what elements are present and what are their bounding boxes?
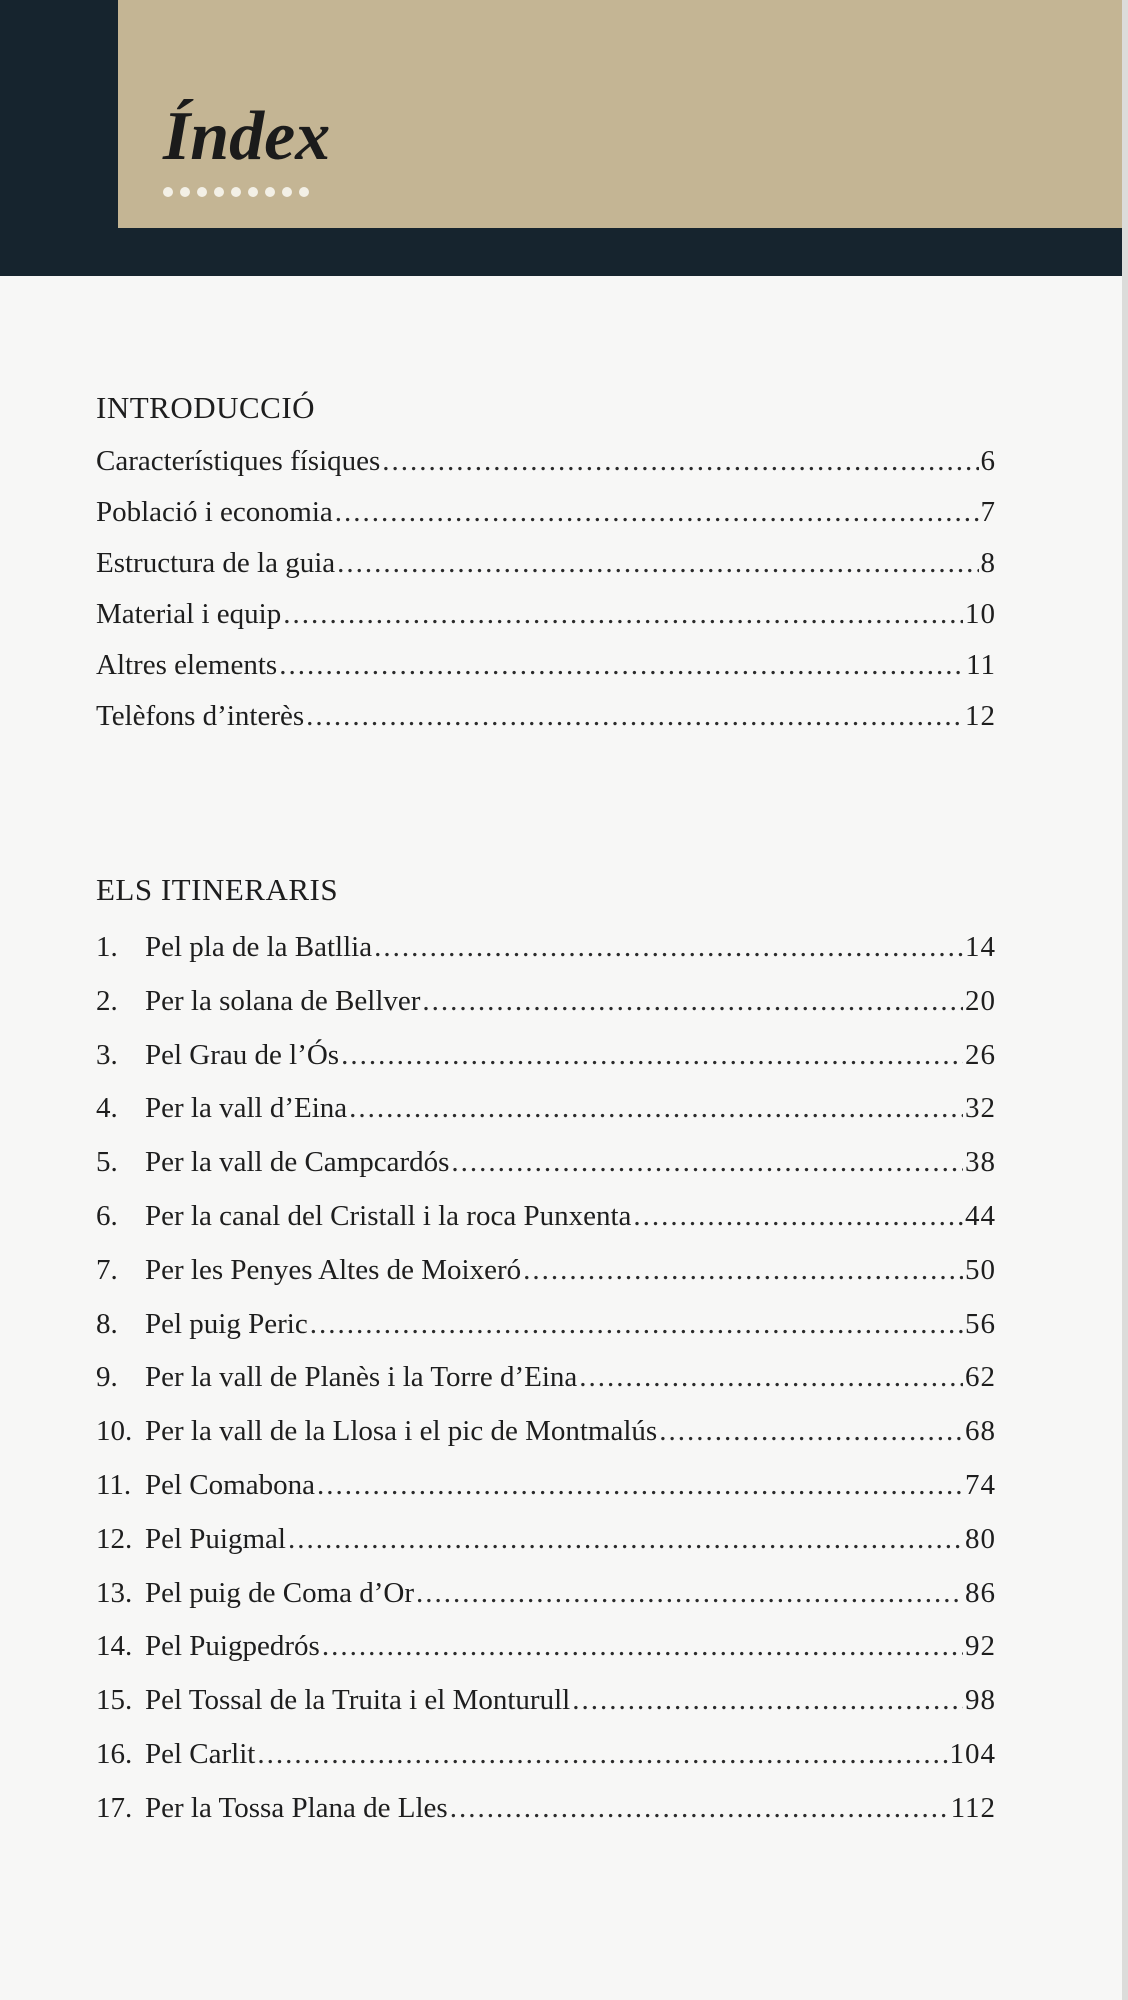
itinerary-label: Pel puig Peric	[145, 1307, 308, 1340]
itinerary-page: 80	[965, 1522, 996, 1555]
toc-entry-label: Població i economia	[96, 496, 333, 528]
toc-entry[interactable]	[96, 600, 996, 651]
itinerary-entry[interactable]	[96, 933, 996, 987]
itinerary-entry[interactable]	[96, 1522, 996, 1579]
itinerary-entry[interactable]	[96, 1253, 996, 1310]
dot-leader	[633, 1202, 963, 1231]
dot-leader	[659, 1417, 963, 1446]
itinerary-page: 112	[950, 1791, 996, 1824]
dot-leader	[349, 1094, 963, 1123]
itinerary-number: 3.	[96, 1038, 118, 1071]
itinerary-label: Per la vall d’Eina	[145, 1092, 348, 1125]
itinerary-page: 92	[965, 1630, 996, 1663]
dot-leader	[422, 987, 963, 1016]
itinerary-page: 74	[965, 1468, 996, 1501]
itinerary-page: 44	[965, 1199, 996, 1232]
itinerary-page: 50	[965, 1253, 996, 1286]
itinerary-number: 13.	[96, 1576, 133, 1609]
itinerary-entry[interactable]	[96, 1686, 996, 1740]
dot	[265, 187, 275, 197]
dot-leader	[288, 1525, 963, 1554]
dot-leader	[572, 1686, 963, 1715]
itinerary-number: 7.	[96, 1253, 118, 1286]
itinerary-entry[interactable]	[96, 1307, 996, 1364]
itinerary-number: 17.	[96, 1791, 133, 1824]
dot-leader	[341, 1041, 963, 1070]
itinerary-label: Pel Comabona	[145, 1468, 315, 1501]
toc-entry-page: 11	[966, 649, 996, 681]
dot-leader	[382, 447, 978, 476]
itinerary-label: Pel Grau de l’Ós	[145, 1038, 340, 1071]
itinerary-number: 11.	[96, 1468, 132, 1501]
dot-leader	[317, 1471, 963, 1500]
itinerary-label: Pel pla de la Batllia	[145, 931, 373, 963]
itinerary-number: 6.	[96, 1199, 118, 1232]
itinerary-number: 9.	[96, 1361, 118, 1394]
dot-leader	[416, 1579, 963, 1608]
itinerary-label: Per la Tossa Plana de Lles	[145, 1791, 448, 1824]
toc-entry[interactable]	[96, 702, 996, 753]
itinerary-page: 38	[965, 1146, 996, 1179]
itinerary-page: 104	[949, 1737, 996, 1770]
dot-leader	[322, 1632, 963, 1661]
toc-entry[interactable]	[96, 498, 996, 549]
itinerary-page: 32	[965, 1092, 996, 1125]
toc-entry-label: Estructura de la guia	[96, 547, 336, 579]
dot-leader	[451, 1148, 963, 1177]
itinerary-page: 14	[965, 931, 996, 963]
dot-leader	[337, 549, 978, 578]
itinerary-page: 56	[965, 1307, 996, 1340]
itinerary-number: 5.	[96, 1146, 118, 1179]
dot-leader	[306, 702, 963, 731]
toc-entry-label: Telèfons d’interès	[96, 700, 305, 732]
itinerary-label: Per la solana de Bellver	[145, 984, 421, 1017]
itinerary-label: Pel Puigpedrós	[145, 1630, 320, 1663]
toc-entry-page: 6	[980, 445, 996, 477]
dot-leader	[523, 1256, 963, 1285]
itinerary-page: 86	[965, 1576, 996, 1609]
toc-entry[interactable]	[96, 651, 996, 702]
toc-entry-page: 12	[965, 700, 996, 732]
itinerary-page: 98	[965, 1684, 996, 1717]
itinerary-number: 10.	[96, 1415, 133, 1448]
dot-leader	[310, 1310, 963, 1339]
itineraries-list	[96, 933, 996, 1848]
toc-entry[interactable]	[96, 447, 996, 498]
itinerary-label: Pel Tossal de la Truita i el Monturull	[145, 1684, 571, 1717]
itinerary-entry[interactable]	[96, 1737, 996, 1794]
itinerary-label: Pel puig de Coma d’Or	[145, 1576, 415, 1609]
itinerary-entry[interactable]	[96, 984, 996, 1041]
toc-entry-label: Característiques físiques	[96, 445, 381, 477]
itinerary-entry[interactable]	[96, 1363, 996, 1417]
dot	[163, 187, 173, 197]
introduction-list	[96, 447, 996, 753]
itinerary-entry[interactable]	[96, 1038, 996, 1095]
page-edge	[1122, 0, 1128, 2000]
itinerary-entry[interactable]	[96, 1199, 996, 1256]
toc-entry-label: Altres elements	[96, 649, 278, 681]
itinerary-label: Per les Penyes Altes de Moixeró	[145, 1253, 522, 1286]
itinerary-entry[interactable]	[96, 1148, 996, 1202]
itinerary-number: 12.	[96, 1522, 133, 1555]
itineraries-section	[96, 874, 996, 1848]
title-dot-ornament	[163, 187, 309, 197]
dot-leader	[374, 933, 963, 962]
dot	[197, 187, 207, 197]
introduction-section	[96, 392, 996, 753]
itinerary-label: Per la vall de Campcardós	[145, 1146, 450, 1179]
dot-leader	[450, 1794, 949, 1823]
itinerary-label: Pel Puigmal	[145, 1522, 286, 1555]
dot-leader	[579, 1363, 963, 1392]
itinerary-entry[interactable]	[96, 1576, 996, 1633]
toc-entry-label: Material i equip	[96, 598, 282, 630]
dot	[248, 187, 258, 197]
introduction-heading: INTRODUCCIÓ	[96, 390, 316, 425]
dot-leader	[279, 651, 964, 680]
itinerary-page: 62	[965, 1361, 996, 1394]
dot	[214, 187, 224, 197]
itinerary-number: 8.	[96, 1307, 118, 1340]
toc-entry[interactable]	[96, 549, 996, 600]
dot	[180, 187, 190, 197]
dot-leader	[257, 1740, 947, 1769]
itinerary-page: 20	[965, 984, 996, 1017]
dot	[282, 187, 292, 197]
itinerary-page: 68	[965, 1415, 996, 1448]
itineraries-heading: ELS ITINERARIS	[96, 872, 339, 907]
toc-entry-page: 8	[980, 547, 996, 579]
itinerary-entry[interactable]	[96, 1094, 996, 1148]
dot	[299, 187, 309, 197]
itinerary-number: 2.	[96, 984, 118, 1017]
dot-leader	[283, 600, 963, 629]
itinerary-label: Pel Carlit	[145, 1737, 256, 1770]
itinerary-page: 26	[965, 1038, 996, 1071]
itinerary-label: Per la vall de la Llosa i el pic de Montmalús	[145, 1415, 658, 1448]
itinerary-label: Per la vall de Planès i la Torre d’Eina	[145, 1361, 578, 1394]
itinerary-entry[interactable]	[96, 1632, 996, 1686]
itinerary-entry[interactable]	[96, 1417, 996, 1471]
page-title: Índex	[163, 98, 331, 175]
dot	[231, 187, 241, 197]
itinerary-number: 16.	[96, 1737, 133, 1770]
itinerary-entry[interactable]	[96, 1468, 996, 1525]
toc-entry-page: 7	[980, 496, 996, 528]
itinerary-number: 4.	[96, 1092, 118, 1125]
itinerary-label: Per la canal del Cristall i la roca Punxenta	[145, 1199, 632, 1232]
itinerary-entry[interactable]	[96, 1791, 996, 1848]
dot-leader	[335, 498, 979, 527]
itinerary-number: 15.	[96, 1684, 133, 1717]
itinerary-number: 14.	[96, 1630, 133, 1663]
itinerary-number: 1.	[96, 931, 118, 963]
toc-entry-page: 10	[965, 598, 996, 630]
